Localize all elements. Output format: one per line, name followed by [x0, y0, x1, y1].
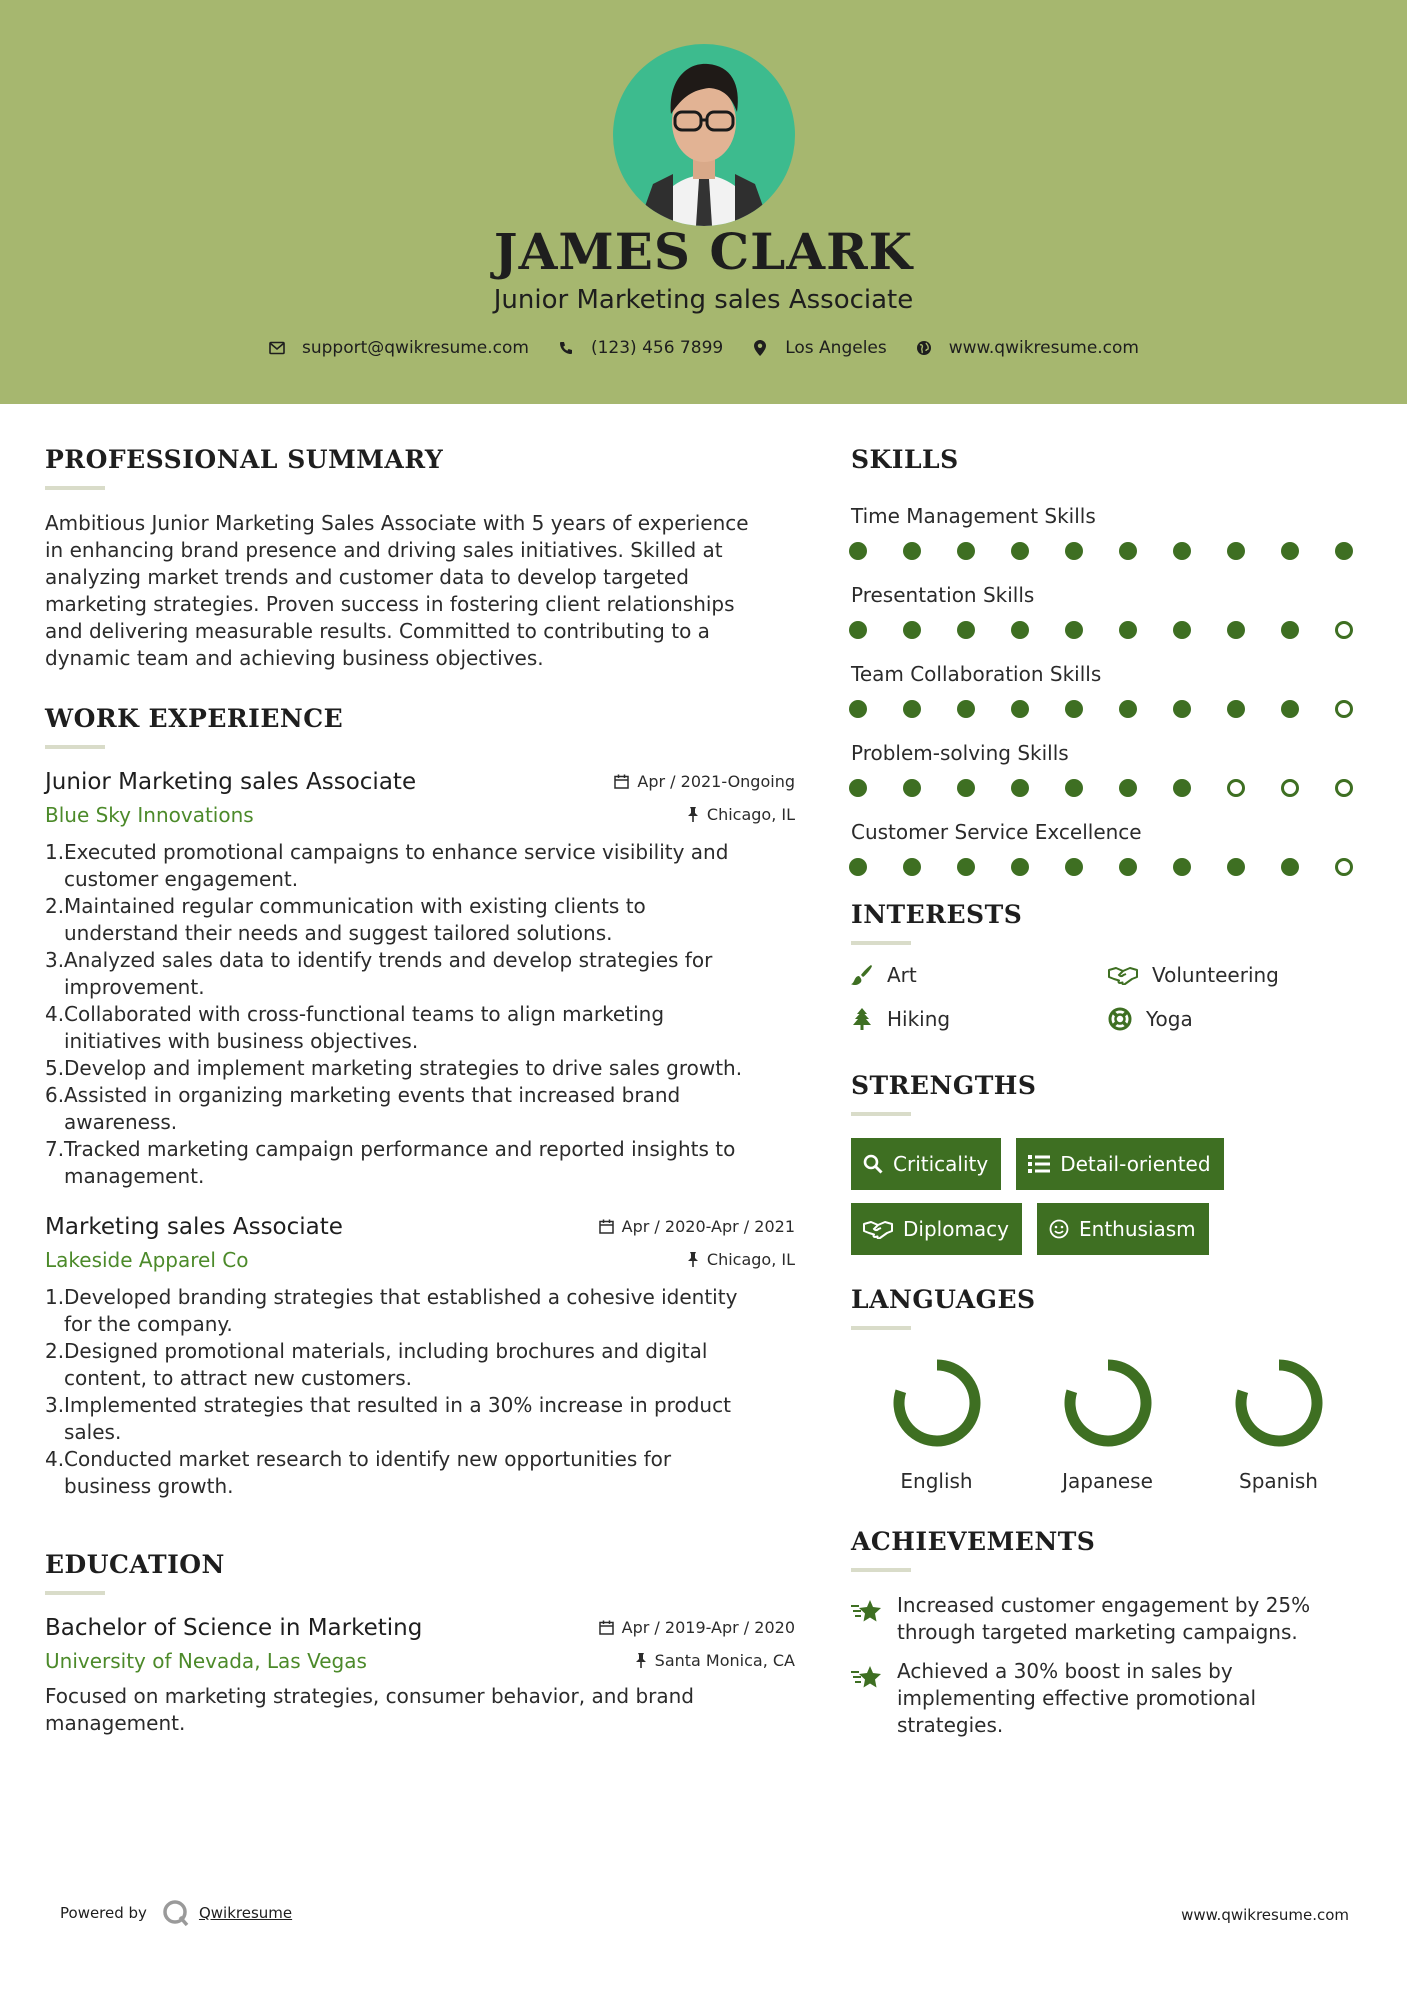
school-name: University of Nevada, Las Vegas	[45, 1649, 367, 1673]
tree-icon	[851, 1008, 873, 1030]
rating-dot-filled	[1065, 779, 1083, 797]
strength-tag: Enthusiasm	[1037, 1203, 1209, 1255]
skill-name: Problem-solving Skills	[851, 741, 1069, 765]
rating-dot-filled	[1119, 700, 1137, 718]
rating-dot-filled	[903, 858, 921, 876]
rating-dot-empty	[1335, 779, 1353, 797]
rating-dot-empty	[1281, 779, 1299, 797]
rating-dot-filled	[1281, 858, 1299, 876]
rating-dot-filled	[1335, 542, 1353, 560]
achievements-title: ACHIEVEMENTS	[851, 1527, 1096, 1556]
job-location: Chicago, IL	[687, 805, 795, 824]
language-level-arc	[1070, 1365, 1146, 1441]
languages-list	[851, 1355, 1371, 1493]
list-icon	[1028, 1155, 1050, 1173]
rating-dot-filled	[1119, 779, 1137, 797]
rating-dot-empty	[1335, 858, 1353, 876]
resume-header	[0, 0, 1407, 404]
education-section	[45, 1550, 795, 1737]
rating-dot-filled	[1227, 542, 1245, 560]
rating-dot-filled	[957, 542, 975, 560]
language-item: Japanese	[1022, 1355, 1193, 1493]
rating-dot-filled	[849, 700, 867, 718]
rating-dot-filled	[1227, 858, 1245, 876]
summary-title: PROFESSIONAL SUMMARY	[45, 445, 444, 474]
strength-tag: Detail-oriented	[1016, 1138, 1223, 1190]
smile-icon	[1049, 1219, 1069, 1239]
star-icon	[851, 1598, 883, 1624]
rating-dot-filled	[1011, 621, 1029, 639]
rating-dot-filled	[849, 542, 867, 560]
education-dates: Apr / 2019-Apr / 2020	[599, 1618, 795, 1637]
star-icon	[851, 1664, 883, 1690]
skill-rating	[849, 542, 1353, 560]
skill-name: Presentation Skills	[851, 583, 1035, 607]
candidate-role: Junior Marketing sales Associate	[493, 285, 914, 315]
contact-phone[interactable]: (123) 456 7899	[557, 338, 723, 358]
rating-dot-filled	[1173, 542, 1191, 560]
pushpin-icon	[687, 807, 699, 822]
life-ring-icon	[1108, 1007, 1132, 1031]
rating-dot-filled	[1119, 621, 1137, 639]
rating-dot-filled	[1011, 700, 1029, 718]
rating-dot-empty	[1335, 621, 1353, 639]
skill-item	[851, 583, 1371, 639]
rating-dot-filled	[1011, 542, 1029, 560]
list-item: 1. Executed promotional campaigns to enhance service visibility and customer engagement.	[45, 840, 729, 891]
rating-dot-filled	[849, 779, 867, 797]
handshake-icon	[1108, 965, 1138, 985]
experience-title: WORK EXPERIENCE	[45, 704, 344, 733]
summary-section	[45, 445, 795, 672]
pushpin-icon	[687, 1252, 699, 1267]
rating-dot-filled	[1173, 700, 1191, 718]
education-location: Santa Monica, CA	[635, 1651, 795, 1670]
skill-item	[851, 741, 1371, 797]
rating-dot-filled	[903, 542, 921, 560]
skills-section	[851, 445, 1371, 876]
list-item: 4. Collaborated with cross-functional teams to align marketing initiatives with business objectives.	[45, 1002, 665, 1053]
strengths-tags	[851, 1138, 1371, 1255]
list-item: 3. Analyzed sales data to identify trends and develop strategies for improvement.	[45, 948, 713, 999]
right-column	[851, 445, 1371, 1739]
rating-dot-filled	[849, 621, 867, 639]
interest-item: Hiking	[851, 1007, 1108, 1031]
contact-bar	[0, 338, 1407, 358]
rating-dot-empty	[1227, 779, 1245, 797]
rating-dot-filled	[1281, 621, 1299, 639]
job-dates: Apr / 2020-Apr / 2021	[599, 1217, 795, 1236]
rating-dot-filled	[1011, 858, 1029, 876]
section-divider	[45, 1591, 105, 1595]
achievements-section	[851, 1527, 1371, 1739]
list-item: 3. Implemented strategies that resulted in a 30% increase in product sales.	[45, 1393, 731, 1444]
skills-list	[851, 504, 1371, 876]
rating-dot-filled	[1227, 621, 1245, 639]
map-pin-icon	[751, 339, 769, 357]
rating-dot-filled	[957, 779, 975, 797]
skill-name: Customer Service Excellence	[851, 820, 1142, 844]
language-item: Spanish	[1193, 1355, 1364, 1493]
section-divider	[45, 745, 105, 749]
footer-powered-by: Powered by Qwikresume	[60, 1898, 292, 1928]
rating-dot-filled	[957, 858, 975, 876]
language-level-ring	[1231, 1355, 1327, 1451]
languages-section	[851, 1285, 1371, 1493]
qwikresume-link[interactable]: Qwikresume	[198, 1904, 293, 1922]
duties-list	[45, 839, 795, 1190]
rating-dot-filled	[957, 621, 975, 639]
language-level-ring	[889, 1355, 985, 1451]
degree-title: Bachelor of Science in Marketing	[45, 1615, 423, 1641]
skill-rating	[849, 621, 1353, 639]
strength-tag: Criticality	[851, 1138, 1001, 1190]
strengths-title: STRENGTHS	[851, 1071, 1037, 1100]
list-item: 5. Develop and implement marketing strategies to drive sales growth.	[45, 1056, 743, 1080]
strength-tag: Diplomacy	[851, 1203, 1022, 1255]
interest-item: Yoga	[1108, 1007, 1308, 1031]
rating-dot-filled	[903, 621, 921, 639]
education-description: Focused on marketing strategies, consumer behavior, and brand management.	[45, 1684, 694, 1735]
strengths-section	[851, 1071, 1371, 1255]
education-title: EDUCATION	[45, 1550, 225, 1579]
rating-dot-filled	[1173, 779, 1191, 797]
person-portrait-icon	[613, 44, 795, 226]
left-column	[45, 445, 795, 1737]
section-divider	[45, 486, 105, 490]
list-item: 1. Developed branding strategies that established a cohesive identity for the company.	[45, 1285, 738, 1336]
list-item: 7. Tracked marketing campaign performance and reported insights to management.	[45, 1137, 736, 1188]
section-divider	[851, 1568, 911, 1572]
skill-item	[851, 662, 1371, 718]
section-divider	[851, 1326, 911, 1330]
rating-dot-filled	[1065, 542, 1083, 560]
section-divider	[851, 941, 911, 945]
profile-photo	[613, 44, 795, 226]
skill-rating	[849, 779, 1353, 797]
interests-section	[851, 900, 1371, 1031]
interests-list	[851, 963, 1371, 1031]
interests-title: INTERESTS	[851, 900, 1023, 929]
company-name: Lakeside Apparel Co	[45, 1248, 249, 1272]
language-level-arc	[1241, 1365, 1317, 1441]
envelope-icon	[268, 339, 286, 357]
rating-dot-filled	[1173, 621, 1191, 639]
list-item: 4. Conducted market research to identify new opportunities for business growth.	[45, 1447, 672, 1498]
job-location: Chicago, IL	[687, 1250, 795, 1269]
rating-dot-filled	[1281, 542, 1299, 560]
rating-dot-filled	[849, 858, 867, 876]
rating-dot-filled	[1065, 858, 1083, 876]
rating-dot-filled	[1065, 621, 1083, 639]
job-dates: Apr / 2021-Ongoing	[614, 772, 795, 791]
languages-title: LANGUAGES	[851, 1285, 1036, 1314]
section-divider	[851, 1112, 911, 1116]
candidate-name: JAMES CLARK	[493, 222, 914, 281]
language-level-ring	[1060, 1355, 1156, 1451]
rating-dot-filled	[1119, 858, 1137, 876]
experience-section	[45, 704, 795, 1500]
contact-location: Los Angeles	[751, 338, 887, 358]
phone-icon	[557, 339, 575, 357]
qwikresume-logo-icon	[161, 1898, 191, 1928]
job-title: Junior Marketing sales Associate	[45, 769, 417, 795]
language-level-arc	[899, 1365, 975, 1441]
skill-name: Time Management Skills	[851, 504, 1096, 528]
duties-list	[45, 1284, 795, 1500]
globe-icon	[915, 339, 933, 357]
skill-name: Team Collaboration Skills	[851, 662, 1102, 686]
rating-dot-filled	[1281, 700, 1299, 718]
calendar-icon	[599, 1620, 614, 1635]
rating-dot-filled	[1119, 542, 1137, 560]
interest-item: Volunteering	[1108, 963, 1308, 987]
contact-email[interactable]: support@qwikresume.com	[268, 338, 529, 358]
job-entry	[45, 769, 795, 1190]
rating-dot-filled	[957, 700, 975, 718]
calendar-icon	[614, 774, 629, 789]
handshake-icon	[863, 1219, 893, 1239]
rating-dot-filled	[903, 779, 921, 797]
skills-title: SKILLS	[851, 445, 959, 474]
pushpin-icon	[635, 1653, 647, 1668]
skill-item	[851, 820, 1371, 876]
rating-dot-filled	[903, 700, 921, 718]
summary-text: Ambitious Junior Marketing Sales Associate with 5 years of experience in enhancing brand presence and driving sales initiatives. Skilled at analyzing market trends and customer data to develop targeted marketing strategies. Proven success in fostering client relationships and delivering measurable results. Committed to contributing to a dynamic team and achieving business objectives.	[45, 511, 749, 670]
footer-website[interactable]: www.qwikresume.com	[1181, 1906, 1349, 1924]
paintbrush-icon	[851, 964, 873, 986]
rating-dot-filled	[1011, 779, 1029, 797]
interest-item: Art	[851, 963, 1108, 987]
rating-dot-filled	[1227, 700, 1245, 718]
rating-dot-empty	[1335, 700, 1353, 718]
skill-rating	[849, 858, 1353, 876]
calendar-icon	[599, 1219, 614, 1234]
achievement-item: Increased customer engagement by 25% through targeted marketing campaigns.	[851, 1592, 1371, 1646]
search-icon	[863, 1154, 883, 1174]
rating-dot-filled	[1065, 700, 1083, 718]
list-item: 2. Maintained regular communication with existing clients to understand their needs and suggest tailored solutions.	[45, 894, 646, 945]
skill-rating	[849, 700, 1353, 718]
job-title: Marketing sales Associate	[45, 1214, 343, 1240]
contact-website[interactable]: www.qwikresume.com	[915, 338, 1139, 358]
achievement-item: Achieved a 30% boost in sales by implementing effective promotional strategies.	[851, 1658, 1371, 1739]
rating-dot-filled	[1173, 858, 1191, 876]
skill-item	[851, 504, 1371, 560]
language-item: English	[851, 1355, 1022, 1493]
job-entry	[45, 1214, 795, 1500]
list-item: 2. Designed promotional materials, including brochures and digital content, to attract new customers.	[45, 1339, 708, 1390]
list-item: 6. Assisted in organizing marketing events that increased brand awareness.	[45, 1083, 681, 1134]
company-name: Blue Sky Innovations	[45, 803, 254, 827]
